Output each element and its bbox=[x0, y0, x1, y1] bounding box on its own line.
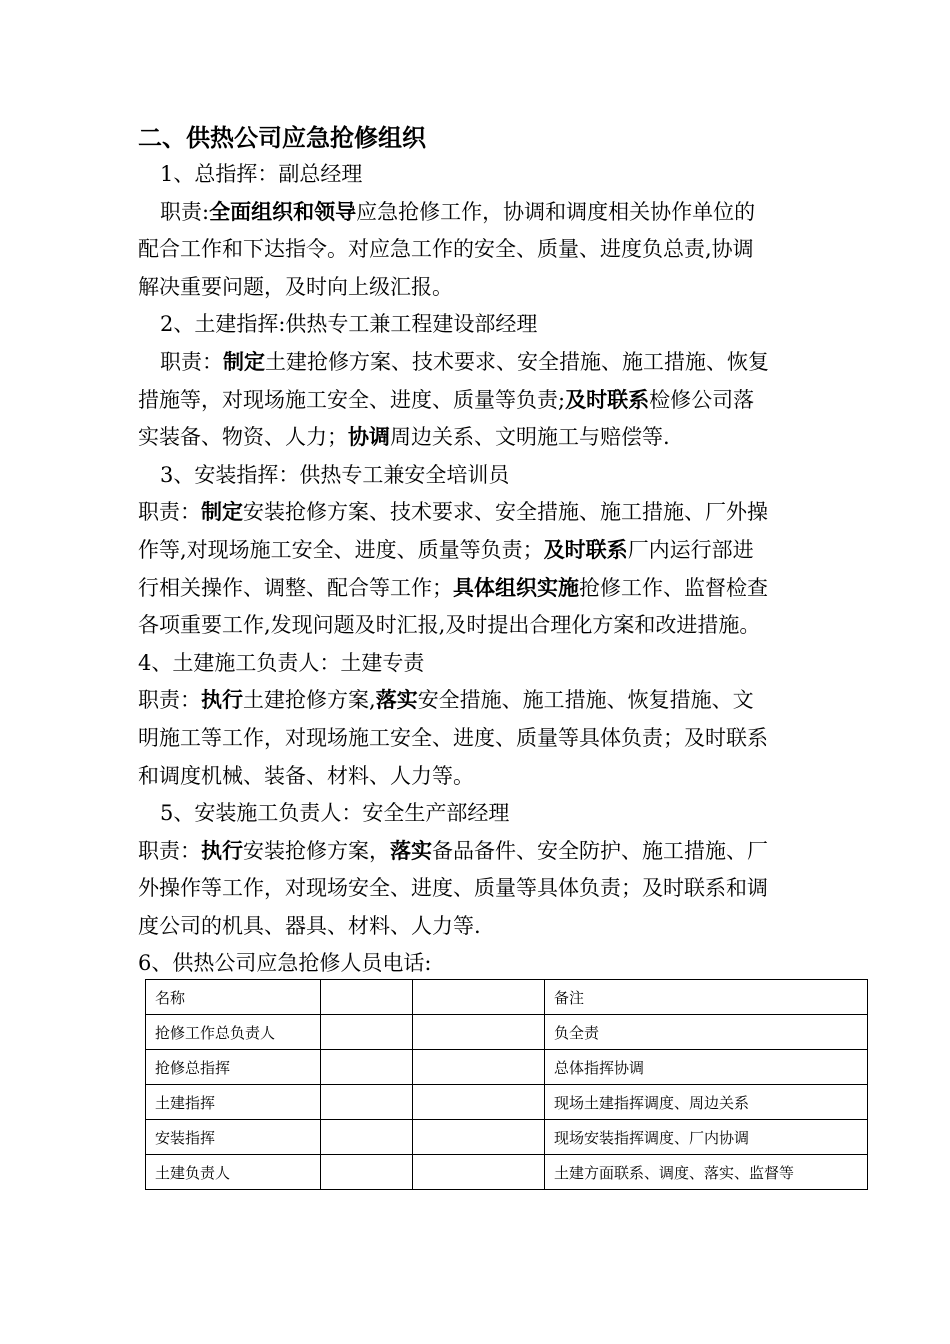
s3-duty-line1: 职责：制定安装抢修方案、技术要求、安全措施、施工措施、厂外操 bbox=[138, 500, 768, 525]
table-cell bbox=[413, 980, 545, 1015]
table-cell: 抢修总指挥 bbox=[146, 1050, 321, 1085]
table-row bbox=[146, 1155, 868, 1190]
table-cell bbox=[321, 1120, 413, 1155]
s3-title: 3、安装指挥：供热专工兼安全培训员 bbox=[160, 462, 510, 487]
table-cell: 备注 bbox=[545, 980, 868, 1015]
s2-duty-line2: 措施等，对现场施工安全、进度、质量等负责;及时联系检修公司落 bbox=[138, 387, 755, 412]
s2-duty-line3: 实装备、物资、人力；协调周边关系、文明施工与赔偿等. bbox=[138, 425, 670, 450]
table-row bbox=[146, 1050, 868, 1085]
table-cell: 安装指挥 bbox=[146, 1120, 321, 1155]
table-cell: 抢修工作总负责人 bbox=[146, 1015, 321, 1050]
table-row bbox=[146, 1120, 868, 1155]
table-cell: 总体指挥协调 bbox=[545, 1050, 868, 1085]
table-cell: 现场安装指挥调度、厂内协调 bbox=[545, 1120, 868, 1155]
table-cell bbox=[321, 980, 413, 1015]
table-cell bbox=[321, 1050, 413, 1085]
table-cell bbox=[321, 1085, 413, 1120]
emergency-phone-table bbox=[145, 979, 868, 1190]
table-cell: 土建方面联系、调度、落实、监督等 bbox=[545, 1155, 868, 1190]
s5-duty-line1: 职责：执行安装抢修方案，落实备品备件、安全防护、施工措施、厂 bbox=[138, 838, 768, 863]
table-cell: 名称 bbox=[146, 980, 321, 1015]
s4-duty-line3: 和调度机械、装备、材料、人力等。 bbox=[138, 763, 474, 788]
table-cell bbox=[413, 1085, 545, 1120]
s3-duty-line4: 各项重要工作,发现问题及时汇报,及时提出合理化方案和改进措施。 bbox=[138, 613, 761, 638]
table-cell bbox=[413, 1155, 545, 1190]
s5-duty-line3: 度公司的机具、器具、材料、人力等. bbox=[138, 913, 481, 938]
s2-duty-line1: 职责：制定土建抢修方案、技术要求、安全措施、施工措施、恢复 bbox=[160, 349, 769, 374]
table-cell bbox=[321, 1015, 413, 1050]
s3-duty-line3: 行相关操作、调整、配合等工作；具体组织实施抢修工作、监督检查 bbox=[138, 575, 768, 600]
s1-title: 1、总指挥：副总经理 bbox=[160, 162, 363, 186]
s1-duty-line1: 职责:全面组织和领导应急抢修工作，协调和调度相关协作单位的 bbox=[160, 199, 756, 224]
table-row bbox=[146, 1085, 868, 1120]
section-heading: 二、供热公司应急抢修组织 bbox=[138, 124, 426, 152]
s1-duty-line3: 解决重要问题，及时向上级汇报。 bbox=[138, 274, 453, 299]
table-cell: 负全责 bbox=[545, 1015, 868, 1050]
s5-title: 5、安装施工负责人：安全生产部经理 bbox=[160, 801, 510, 826]
table-cell bbox=[413, 1015, 545, 1050]
s5-duty-line2: 外操作等工作，对现场安全、进度、质量等具体负责；及时联系和调 bbox=[138, 876, 768, 901]
table-cell: 土建指挥 bbox=[146, 1085, 321, 1120]
s2-title: 2、土建指挥:供热专工兼工程建设部经理 bbox=[160, 312, 538, 337]
table-cell bbox=[321, 1155, 413, 1190]
s4-title: 4、土建施工负责人：土建专责 bbox=[138, 650, 425, 675]
s3-duty-line2: 作等,对现场施工安全、进度、质量等负责；及时联系厂内运行部进 bbox=[138, 537, 754, 562]
table-row bbox=[146, 980, 868, 1015]
body-text bbox=[138, 156, 858, 983]
s4-duty-line1: 职责：执行土建抢修方案,落实安全措施、施工措施、恢复措施、文 bbox=[138, 688, 754, 713]
table-cell bbox=[413, 1050, 545, 1085]
table-cell bbox=[413, 1120, 545, 1155]
s1-duty-line2: 配合工作和下达指令。对应急工作的安全、质量、进度负总责,协调 bbox=[138, 237, 754, 262]
table-cell: 现场土建指挥调度、周边关系 bbox=[545, 1085, 868, 1120]
table-cell: 土建负责人 bbox=[146, 1155, 321, 1190]
table-row bbox=[146, 1015, 868, 1050]
s4-duty-line2: 明施工等工作，对现场施工安全、进度、质量等具体负责；及时联系 bbox=[138, 725, 768, 750]
s6-title: 6、供热公司应急抢修人员电话: bbox=[138, 951, 432, 976]
